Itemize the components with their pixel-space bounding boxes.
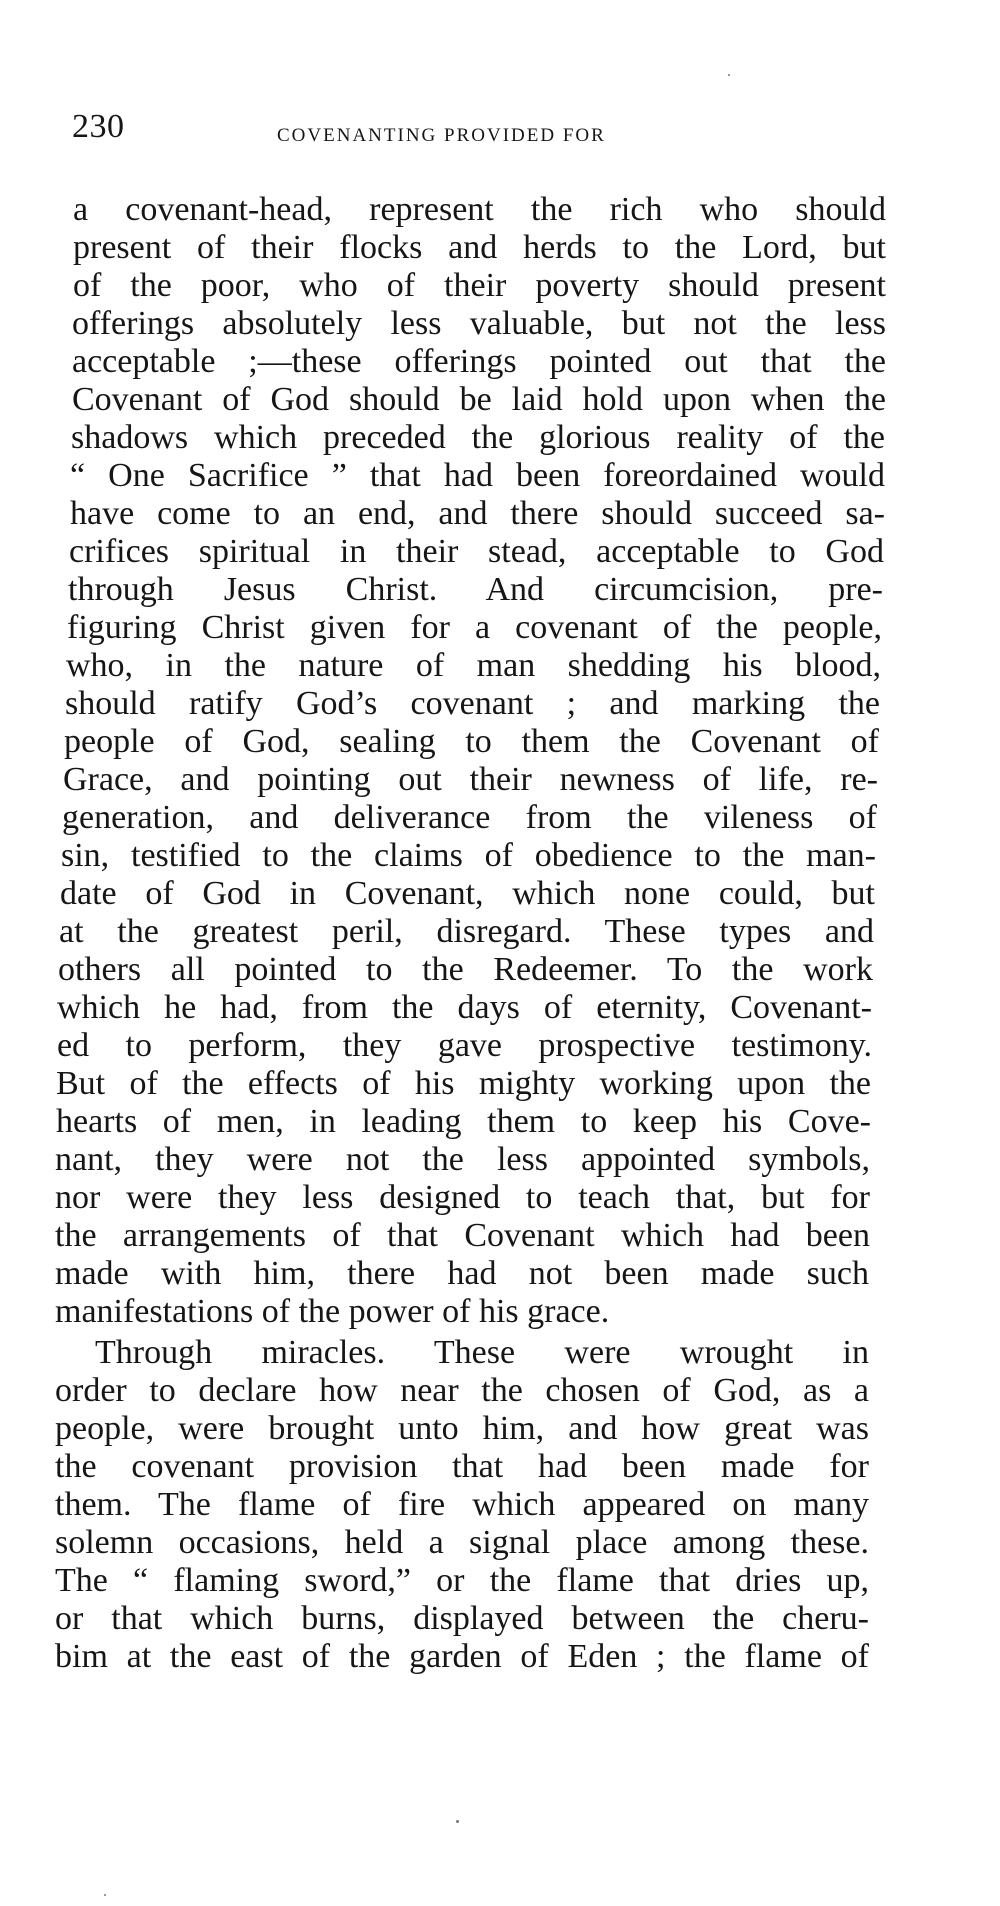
- text-line: people, were brought unto him, and how great was: [55, 1410, 869, 1447]
- text-line: made with him, there had not been made such: [55, 1255, 869, 1292]
- paper-speck: [456, 1820, 459, 1823]
- text-line: or that which burns, displayed between the cheru-: [55, 1600, 869, 1637]
- text-line: shadows which preceded the glorious reality of the: [71, 419, 885, 456]
- text-line: present of their flocks and herds to the Lord, but: [73, 229, 886, 266]
- text-line: Covenant of God should be laid hold upon when the: [72, 381, 886, 418]
- text-line: hearts of men, in leading them to keep his Cove-: [56, 1103, 871, 1140]
- paper-speck: [728, 74, 730, 76]
- running-title: COVENANTING PROVIDED FOR: [277, 125, 606, 146]
- text-line: ed to perform, they gave prospective testimony.: [57, 1027, 872, 1064]
- text-line: people of God, sealing to them the Covenant of: [64, 723, 879, 760]
- text-line: bim at the east of the garden of Eden ; the flame of: [55, 1638, 869, 1675]
- text-line: order to declare how near the chosen of God, as a: [55, 1372, 869, 1409]
- text-line: solemn occasions, held a signal place among these.: [55, 1524, 869, 1561]
- text-line: through Jesus Christ. And circumcision, pre-: [68, 571, 883, 608]
- text-line: who, in the nature of man shedding his blood,: [66, 647, 881, 684]
- text-line: Through miracles. These were wrought in: [95, 1334, 869, 1371]
- text-line: offerings absolutely less valuable, but not the less: [72, 305, 886, 342]
- running-head: [72, 108, 872, 148]
- text-line: the covenant provision that had been made for: [55, 1448, 869, 1485]
- text-line: nor were they less designed to teach that, but for: [55, 1179, 870, 1216]
- text-line: nant, they were not the less appointed symbols,: [55, 1141, 870, 1178]
- text-line: have come to an end, and there should succeed sa-: [70, 495, 885, 532]
- text-line: crifices spiritual in their stead, acceptable to God: [69, 533, 884, 570]
- text-line: Grace, and pointing out their newness of life, re-: [63, 761, 878, 798]
- text-line: sin, testified to the claims of obedience to the man-: [61, 837, 876, 874]
- text-line: figuring Christ given for a covenant of the people,: [67, 609, 882, 646]
- text-line: the arrangements of that Covenant which had been: [55, 1217, 870, 1254]
- text-line: “ One Sacrifice ” that had been foreordained would: [70, 457, 885, 494]
- text-line: date of God in Covenant, which none could, but: [60, 875, 875, 912]
- text-line: which he had, from the days of eternity, Covenant-: [57, 989, 872, 1026]
- text-line: manifestations of the power of his grace.: [55, 1293, 610, 1330]
- text-line: should ratify God’s covenant ; and marking the: [65, 685, 880, 722]
- text-line: The “ flaming sword,” or the flame that dries up,: [55, 1562, 869, 1599]
- text-line: generation, and deliverance from the vileness of: [62, 799, 877, 836]
- text-line: at the greatest peril, disregard. These types and: [59, 913, 874, 950]
- text-line: acceptable ;—these offerings pointed out that the: [72, 343, 886, 380]
- text-line: others all pointed to the Redeemer. To the work: [58, 951, 873, 988]
- paper-speck: [104, 1894, 106, 1896]
- page-number: 230: [72, 108, 125, 145]
- text-line: of the poor, who of their poverty should present: [73, 267, 886, 304]
- text-line: them. The flame of fire which appeared on many: [55, 1486, 869, 1523]
- text-line: a covenant-head, represent the rich who should: [73, 191, 886, 228]
- text-line: But of the effects of his mighty working upon the: [56, 1065, 871, 1102]
